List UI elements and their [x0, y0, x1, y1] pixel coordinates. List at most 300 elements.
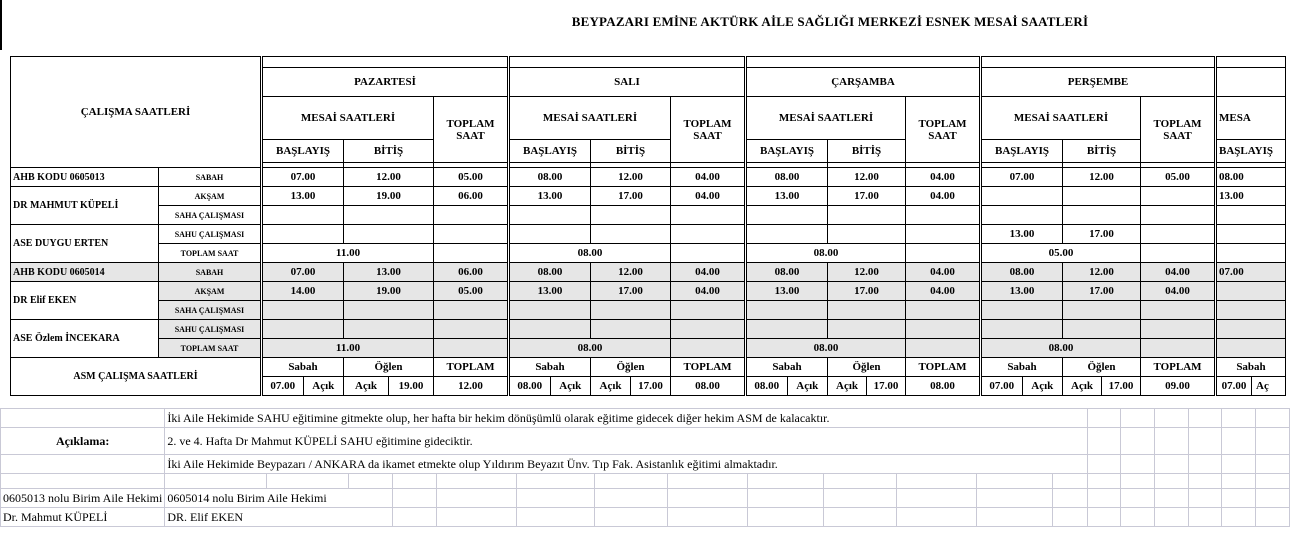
day-total: 11.00 — [262, 244, 434, 263]
time-cell: 04.00 — [1141, 263, 1216, 282]
blank — [976, 508, 1052, 527]
time-cell: 05.00 — [434, 282, 509, 301]
table-row — [11, 301, 1286, 320]
saat-label: SAAT — [928, 129, 957, 142]
time-cell — [509, 301, 591, 320]
blank — [823, 489, 896, 508]
blank — [1052, 508, 1087, 527]
time-cell: 12.00 — [1063, 263, 1141, 282]
time-cell — [591, 320, 671, 339]
bitis-header: BİTİŞ — [591, 140, 671, 163]
asm-total: 12.00 — [434, 377, 509, 396]
asm-start: 07.00 — [1217, 377, 1252, 395]
blank — [976, 474, 1052, 489]
time-cell: 04.00 — [1141, 282, 1216, 301]
table-row — [11, 263, 1286, 282]
asm-sabah-cell — [509, 377, 591, 396]
asm-partial-sabah: Sabah — [1216, 358, 1286, 377]
time-cell: 05.00 — [434, 168, 509, 187]
time-cell: 13.00 — [509, 187, 591, 206]
blank — [517, 508, 595, 527]
time-cell — [1141, 206, 1216, 225]
time-cell — [906, 301, 981, 320]
time-cell: 13.00 — [981, 225, 1063, 244]
time-cell — [981, 206, 1063, 225]
time-cell — [671, 320, 746, 339]
toplam-saat-header — [1141, 97, 1216, 163]
blank — [1155, 489, 1189, 508]
unit-nurse: ASE Özlem İNCEKARA — [11, 320, 159, 358]
asm-open: Açık — [828, 377, 867, 395]
calisma-saatleri-header: ÇALIŞMA SAATLERİ — [11, 57, 262, 168]
time-cell — [509, 320, 591, 339]
blank — [1087, 455, 1121, 474]
time-cell: 13.00 — [981, 282, 1063, 301]
blank — [906, 339, 981, 358]
shift-label: SAHA ÇALIŞMASI — [159, 301, 262, 320]
time-cell — [509, 225, 591, 244]
asm-total: 08.00 — [671, 377, 746, 396]
time-cell — [262, 225, 344, 244]
blank — [1155, 455, 1189, 474]
aciklama-line-2: 2. ve 4. Hafta Dr Mahmut KÜPELİ SAHU eğitimine gideciktir. — [165, 428, 1087, 455]
shift-label: SAHU ÇALIŞMASI — [159, 320, 262, 339]
blank — [1121, 508, 1155, 527]
blank — [1222, 508, 1256, 527]
time-cell — [262, 320, 344, 339]
table-row — [11, 282, 1286, 301]
time-cell — [434, 320, 509, 339]
blank — [823, 508, 896, 527]
table-row — [11, 225, 1286, 244]
blank — [1, 474, 165, 489]
time-cell — [828, 225, 906, 244]
time-cell: 17.00 — [1063, 225, 1141, 244]
blank-header — [981, 57, 1216, 68]
blank — [1121, 455, 1155, 474]
asm-sabah: Sabah — [981, 358, 1063, 377]
blank — [393, 508, 437, 527]
asm-start: 07.00 — [982, 377, 1023, 395]
time-cell — [262, 301, 344, 320]
blank — [976, 489, 1052, 508]
time-cell — [1216, 206, 1286, 225]
blank — [393, 474, 437, 489]
time-cell — [746, 206, 828, 225]
time-cell — [591, 225, 671, 244]
asm-open: Açık — [559, 380, 582, 392]
mesai-saatleri-header: MESAİ SAATLERİ — [262, 97, 434, 140]
blank — [1155, 428, 1189, 455]
blank — [1121, 409, 1155, 428]
time-cell: 13.00 — [1216, 187, 1286, 206]
time-cell — [828, 301, 906, 320]
time-cell — [344, 320, 434, 339]
blank — [1256, 489, 1290, 508]
blank — [896, 474, 976, 489]
unit-nurse: ASE DUYGU ERTEN — [11, 225, 159, 263]
asm-sabah-cell — [981, 377, 1063, 396]
blank — [1087, 474, 1121, 489]
time-cell — [906, 225, 981, 244]
blank — [1256, 428, 1290, 455]
blank — [668, 489, 748, 508]
time-cell — [746, 320, 828, 339]
notes-row — [1, 409, 1290, 428]
toplam-label: TOPLAM — [1153, 117, 1202, 130]
unit-code: AHB KODU 0605014 — [11, 263, 159, 282]
blank — [1052, 474, 1087, 489]
signature-right-name: DR. Elif EKEN — [165, 508, 393, 527]
time-cell: 08.00 — [981, 263, 1063, 282]
time-cell: 07.00 — [1216, 263, 1286, 282]
asm-sabah-cell — [746, 377, 828, 396]
blank — [1, 455, 165, 474]
table-row — [11, 57, 1286, 68]
blank — [668, 508, 748, 527]
time-cell: 17.00 — [828, 187, 906, 206]
notes-row — [1, 508, 1290, 527]
time-cell — [344, 301, 434, 320]
mesai-saatleri-header: MESAİ SAATLERİ — [509, 97, 671, 140]
table-row — [11, 206, 1286, 225]
shift-label: SABAH — [159, 263, 262, 282]
blank-header — [746, 57, 981, 68]
notes-row — [1, 455, 1290, 474]
blank — [517, 489, 595, 508]
unit-doctor: DR MAHMUT KÜPELİ — [11, 187, 159, 225]
time-cell: 08.00 — [1216, 168, 1286, 187]
time-cell — [828, 320, 906, 339]
blank — [1188, 489, 1222, 508]
time-cell — [981, 301, 1063, 320]
asm-oglen: Öğlen — [344, 358, 434, 377]
blank — [906, 244, 981, 263]
blank — [437, 489, 517, 508]
time-cell — [746, 301, 828, 320]
time-cell: 17.00 — [1063, 282, 1141, 301]
toplam-label: TOPLAM — [918, 117, 967, 130]
day-total: 08.00 — [746, 244, 906, 263]
blank — [437, 508, 517, 527]
asm-open: Açık — [312, 380, 335, 392]
asm-sabah: Sabah — [509, 358, 591, 377]
shift-label: SABAH — [159, 168, 262, 187]
asm-toplam: TOPLAM — [1141, 358, 1216, 377]
blank — [165, 474, 267, 489]
blank — [1222, 474, 1256, 489]
blank — [393, 489, 437, 508]
blank — [267, 474, 348, 489]
time-cell: 06.00 — [434, 263, 509, 282]
shift-label: TOPLAM SAAT — [159, 339, 262, 358]
time-cell: 08.00 — [746, 168, 828, 187]
asm-open: Açık — [1063, 377, 1102, 395]
blank — [896, 489, 976, 508]
asm-toplam: TOPLAM — [434, 358, 509, 377]
bitis-header: BİTİŞ — [344, 140, 434, 163]
notes-row — [1, 474, 1290, 489]
baslayis-header: BAŞLAYIŞ — [262, 140, 344, 163]
partial-baslayis-header: BAŞLAYIŞ — [1216, 140, 1286, 163]
asm-oglen-cell — [591, 377, 671, 396]
blank — [1087, 508, 1121, 527]
day-total: 05.00 — [981, 244, 1141, 263]
toplam-saat-header — [906, 97, 981, 163]
mesai-saatleri-header: MESAİ SAATLERİ — [746, 97, 906, 140]
blank — [434, 244, 509, 263]
blank — [823, 474, 896, 489]
asm-start: 08.00 — [510, 377, 551, 395]
toplam-saat-header — [434, 97, 509, 163]
time-cell — [1141, 301, 1216, 320]
blank — [595, 474, 668, 489]
time-cell: 08.00 — [509, 168, 591, 187]
blank-header — [1216, 68, 1286, 97]
time-cell: 12.00 — [591, 263, 671, 282]
notes-row — [1, 428, 1290, 455]
day-total: 08.00 — [746, 339, 906, 358]
blank — [1087, 428, 1121, 455]
toplam-label: TOPLAM — [446, 117, 495, 130]
blank-header — [1216, 57, 1286, 68]
time-cell: 05.00 — [1141, 168, 1216, 187]
blank — [1141, 244, 1216, 263]
asm-oglen: Öğlen — [828, 358, 906, 377]
blank — [1155, 409, 1189, 428]
day-total: 08.00 — [509, 339, 671, 358]
asm-partial-cell — [1216, 377, 1286, 396]
time-cell: 06.00 — [434, 187, 509, 206]
time-cell: 17.00 — [591, 187, 671, 206]
schedule-table — [10, 56, 1286, 396]
time-cell — [906, 320, 981, 339]
aciklama-label: Açıklama: — [1, 428, 165, 455]
time-cell — [344, 225, 434, 244]
shift-label: TOPLAM SAAT — [159, 244, 262, 263]
time-cell: 07.00 — [981, 168, 1063, 187]
time-cell: 12.00 — [1063, 168, 1141, 187]
blank — [1087, 489, 1121, 508]
blank — [595, 489, 668, 508]
blank — [1256, 455, 1290, 474]
mesai-saatleri-header: MESAİ SAATLERİ — [981, 97, 1141, 140]
blank — [1222, 428, 1256, 455]
table-row — [11, 168, 1286, 187]
baslayis-header: BAŞLAYIŞ — [981, 140, 1063, 163]
time-cell — [1141, 225, 1216, 244]
asm-toplam: TOPLAM — [906, 358, 981, 377]
page-title: BEYPAZARI EMİNE AKTÜRK AİLE SAĞLIĞI MERKEZİ ESNEK MESAİ SAATLERİ — [571, 14, 1089, 29]
time-cell — [671, 225, 746, 244]
time-cell — [1141, 320, 1216, 339]
day-total: 11.00 — [262, 339, 434, 358]
asm-open: Açık — [796, 380, 819, 392]
table-row — [11, 187, 1286, 206]
blank — [348, 474, 393, 489]
blank — [1188, 455, 1222, 474]
blank — [437, 474, 517, 489]
time-cell: 12.00 — [591, 168, 671, 187]
asm-label: ASM ÇALIŞMA SAATLERİ — [11, 358, 262, 396]
table-row — [11, 358, 1286, 377]
asm-total: 09.00 — [1141, 377, 1216, 396]
day-header: SALI — [509, 68, 746, 97]
partial-mesai-header: MESA — [1216, 97, 1286, 140]
time-cell — [981, 187, 1063, 206]
asm-oglen: Öğlen — [1063, 358, 1141, 377]
time-cell — [1063, 206, 1141, 225]
shift-label: SAHU ÇALIŞMASI — [159, 225, 262, 244]
time-cell — [828, 206, 906, 225]
asm-open: Açık — [344, 377, 389, 395]
day-header: ÇARŞAMBA — [746, 68, 981, 97]
toplam-saat-header — [671, 97, 746, 163]
blank — [1188, 508, 1222, 527]
blank — [1256, 409, 1290, 428]
baslayis-header: BAŞLAYIŞ — [746, 140, 828, 163]
time-cell: 07.00 — [262, 168, 344, 187]
time-cell: 17.00 — [828, 282, 906, 301]
asm-total: 08.00 — [906, 377, 981, 396]
bitis-header: BİTİŞ — [1063, 140, 1141, 163]
blank — [1216, 244, 1286, 263]
asm-toplam: TOPLAM — [671, 358, 746, 377]
blank — [1216, 339, 1286, 358]
table-row — [11, 244, 1286, 263]
asm-end: 17.00 — [873, 380, 899, 392]
asm-open: Açık — [1031, 380, 1054, 392]
time-cell: 04.00 — [906, 168, 981, 187]
time-cell: 04.00 — [906, 187, 981, 206]
blank — [1188, 474, 1222, 489]
time-cell: 04.00 — [671, 263, 746, 282]
time-cell — [344, 206, 434, 225]
time-cell: 08.00 — [509, 263, 591, 282]
asm-oglen-cell — [828, 377, 906, 396]
day-header: PERŞEMBE — [981, 68, 1216, 97]
asm-end: 17.00 — [638, 380, 663, 392]
time-cell — [434, 301, 509, 320]
time-cell: 14.00 — [262, 282, 344, 301]
blank — [1121, 428, 1155, 455]
blank — [1188, 428, 1222, 455]
toplam-label: TOPLAM — [683, 117, 732, 130]
time-cell — [262, 206, 344, 225]
blank — [747, 474, 823, 489]
blank — [1087, 409, 1121, 428]
time-cell: 04.00 — [906, 263, 981, 282]
time-cell: 04.00 — [671, 168, 746, 187]
time-cell — [434, 225, 509, 244]
time-cell — [1216, 282, 1286, 301]
time-cell: 13.00 — [746, 282, 828, 301]
asm-oglen-cell — [1063, 377, 1141, 396]
time-cell: 04.00 — [906, 282, 981, 301]
time-cell: 04.00 — [671, 282, 746, 301]
time-cell — [1141, 187, 1216, 206]
blank — [517, 474, 595, 489]
time-cell — [1063, 320, 1141, 339]
time-cell — [671, 206, 746, 225]
time-cell — [509, 206, 591, 225]
time-cell — [1216, 225, 1286, 244]
signature-right-title: 0605014 nolu Birim Aile Hekimi — [165, 489, 393, 508]
time-cell — [1216, 320, 1286, 339]
signature-left-name: Dr. Mahmut KÜPELİ — [1, 508, 165, 527]
blank — [671, 339, 746, 358]
blank — [671, 244, 746, 263]
table-row — [11, 339, 1286, 358]
blank — [896, 508, 976, 527]
time-cell — [1216, 301, 1286, 320]
day-total: 08.00 — [509, 244, 671, 263]
blank — [1155, 508, 1189, 527]
saat-label: SAAT — [1163, 129, 1192, 142]
blank-header — [509, 57, 746, 68]
unit-code: AHB KODU 0605013 — [11, 168, 159, 187]
time-cell — [434, 206, 509, 225]
blank — [434, 339, 509, 358]
asm-start: 07.00 — [263, 377, 304, 395]
asm-open: Açık — [591, 377, 631, 395]
baslayis-header: BAŞLAYIŞ — [509, 140, 591, 163]
blank — [747, 508, 823, 527]
time-cell: 19.00 — [344, 282, 434, 301]
shift-label: SAHA ÇALIŞMASI — [159, 206, 262, 225]
aciklama-line-3: İki Aile Hekimide Beypazarı / ANKARA da ikamet etmekte olup Yıldırım Beyazıt Ünv. Tıp Fak. Asistanlık eğitimi almaktadır. — [165, 455, 1087, 474]
blank — [1222, 455, 1256, 474]
time-cell: 12.00 — [828, 168, 906, 187]
time-cell: 12.00 — [344, 168, 434, 187]
time-cell — [671, 301, 746, 320]
asm-open: Aç — [1256, 380, 1269, 392]
time-cell: 13.00 — [262, 187, 344, 206]
blank — [1121, 474, 1155, 489]
time-cell: 13.00 — [746, 187, 828, 206]
table-row — [11, 320, 1286, 339]
time-cell: 08.00 — [746, 263, 828, 282]
blank — [1188, 409, 1222, 428]
blank — [595, 508, 668, 527]
time-cell — [746, 225, 828, 244]
blank — [1, 409, 165, 428]
asm-oglen: Öğlen — [591, 358, 671, 377]
day-total: 08.00 — [981, 339, 1141, 358]
shift-label: AKŞAM — [159, 187, 262, 206]
asm-start: 08.00 — [747, 377, 788, 395]
blank — [1256, 508, 1290, 527]
asm-sabah: Sabah — [262, 358, 344, 377]
blank — [1222, 409, 1256, 428]
blank — [1155, 474, 1189, 489]
time-cell: 12.00 — [828, 263, 906, 282]
time-cell: 13.00 — [344, 263, 434, 282]
asm-end: 17.00 — [1108, 380, 1134, 392]
shift-label: AKŞAM — [159, 282, 262, 301]
time-cell: 17.00 — [591, 282, 671, 301]
time-cell — [1063, 187, 1141, 206]
blank — [1121, 489, 1155, 508]
saat-label: SAAT — [456, 129, 485, 142]
blank — [1052, 489, 1087, 508]
time-cell — [591, 206, 671, 225]
time-cell — [1063, 301, 1141, 320]
time-cell: 13.00 — [509, 282, 591, 301]
blank — [668, 474, 748, 489]
aciklama-line-1: İki Aile Hekimide SAHU eğitimine gitmekte olup, her hafta bir hekim dönüşümlü olarak eğitime gidecek diğer hekim ASM de kalacaktır. — [165, 409, 1087, 428]
bitis-header: BİTİŞ — [828, 140, 906, 163]
